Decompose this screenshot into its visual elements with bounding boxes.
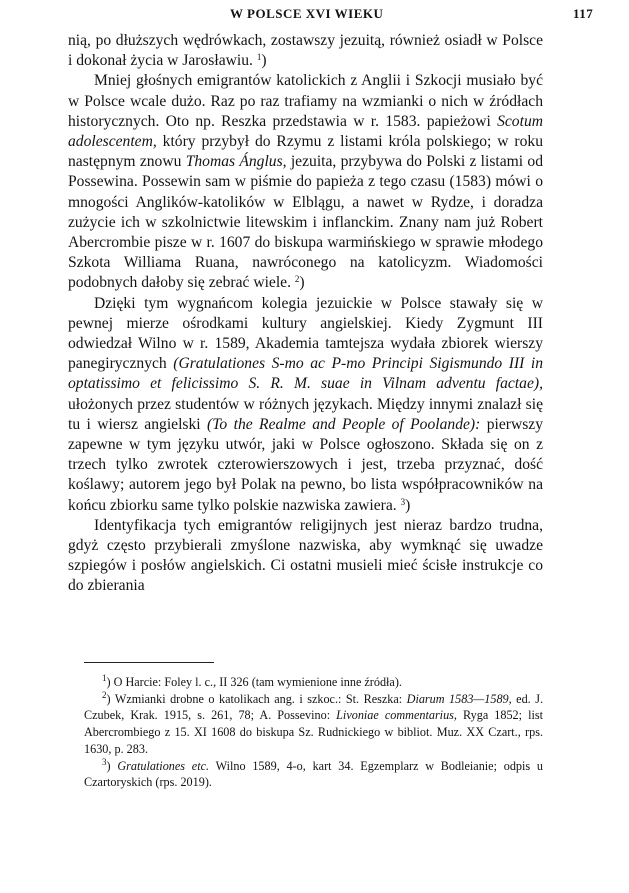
paragraph bbox=[68, 71, 543, 293]
text-run: nią, po dłuższych wędrówkach, zostawszy jezuitą, również osiadł w Polsce i dokonał życia w Jarosławiu. bbox=[68, 32, 543, 70]
text-run: Ryga 1852; list Abercrombiego z 15. XI 1608 do biskupa Sz. Rudnickiego w bibliot. Muz. XX Czart., rps. 1630, p. 283. bbox=[84, 708, 543, 756]
text-run: jezuita, przybywa do Polski z listami od Possewina. Possewin sam w piśmie do papieża z tego czasu (1583) mówi o mnogości Anglików-katolików w Elblągu, a nawet w Rydze, i doradza zużycie ich w szkolnictwie litewskim i inflanckim. Znany nam już Robert Abercrombie pisze w r. 1607 do biskupa warmińskiego w sprawie młodego Szkota Williama Ruana, nawróconego na katolicyzm. Wiadomości podobnych dałoby się zebrać wiele. bbox=[68, 153, 543, 292]
text-run: ) bbox=[405, 496, 411, 514]
footnote-ref: 3 bbox=[102, 756, 107, 767]
italic-text: (To the Realme and People of Poolande): bbox=[207, 415, 481, 433]
text-run: Dzięki tym wygnańcom kolegia jezuickie w Polsce stawały się w pewnej mierze ośrodkami kultury angielskiej. Kiedy Zygmunt III odwiedzał Wilno w r. 1589, Akademia tamtejsza wydała zbiorek wierszy panegirycznych bbox=[68, 294, 543, 373]
footnote bbox=[84, 758, 543, 791]
footnote bbox=[84, 674, 543, 691]
text-run: ) Wzmianki drobne o katolikach ang. i szkoc.: St. Reszka: bbox=[106, 691, 407, 706]
running-title: W POLSCE XVI WIEKU bbox=[230, 6, 384, 21]
text-run: Mniej głośnych emigrantów katolickich z Anglii i Szkocji musiało być w Polsce wcale dużo. Raz po raz trafiamy na wzmianki o nich w źródłach historycznych. Oto np. Reszka przedstawia w r. 1583. papieżowi bbox=[68, 72, 543, 130]
italic-text: (Gratulationes S-mo ac P-mo Principi Sigismundo III in optatissimo et felicissimo S. R. M. suae in Vilnam adventu factae), bbox=[68, 355, 544, 393]
italic-text: Livoniae commentarius, bbox=[336, 708, 457, 723]
footnote-ref: 2 bbox=[102, 689, 107, 700]
paragraph bbox=[68, 516, 543, 597]
page-number: 117 bbox=[573, 6, 594, 21]
text-run: Wilno 1589, 4-o, kart 34. Egzemplarz w Bodleianie; odpis u Czartoryskich (rps. 2019). bbox=[84, 758, 543, 790]
italic-text: Scotum adolescentem, bbox=[68, 112, 543, 151]
text-run: ed. J. Czubek, Krak. 1915, s. 261, 78; A. Possevino: bbox=[84, 691, 543, 723]
running-header bbox=[0, 6, 629, 28]
footnote-ref: 2 bbox=[294, 274, 300, 285]
footnote bbox=[84, 691, 543, 758]
footnotes bbox=[84, 674, 543, 791]
italic-text: Thomas Ánglus, bbox=[185, 153, 287, 171]
footnote-ref: 1 bbox=[256, 52, 262, 63]
text-run: pierwszy zapewne w tym języku utwór, jaki w Polsce ogłoszono. Składa się on z trzech tylko zwrotek czterowierszowych i jest, trzeba przyznać, dość koślawy; autorem jego był Polak na pewno, bo lista współpracowników na końcu zbiorku same tylko polskie nazwiska zawiera. bbox=[68, 415, 543, 514]
footnote-divider bbox=[84, 662, 214, 663]
paragraph bbox=[68, 31, 543, 71]
italic-text: Gratulationes etc. bbox=[117, 758, 210, 773]
text-run: ) O Harcie: Foley l. c., II 326 (tam wymienione inne źródła). bbox=[106, 675, 402, 689]
italic-text: Diarum 1583—1589, bbox=[406, 691, 512, 706]
text-run: ) bbox=[261, 52, 267, 70]
text-run: ułożonych przez studentów w różnych językach. Między innymi znalazł się tu i wiersz angielski bbox=[68, 395, 543, 433]
paragraph bbox=[68, 294, 543, 516]
footnote-ref: 1 bbox=[102, 673, 107, 683]
text-run: ) bbox=[299, 274, 305, 292]
footnote-ref: 3 bbox=[400, 496, 406, 507]
text-run: który przybył do Rzymu z listami króla polskiego; w roku następnym znowu bbox=[68, 133, 543, 171]
text-run: ) bbox=[106, 758, 118, 773]
text-run: Identyfikacja tych emigrantów religijnych jest nieraz bardzo trudna, gdyż często przybierali zmyślone nazwiska, aby wymknąć się uwadze szpiegów i posłów angielskich. Ci ostatni musieli mieć ścisłe instrukcje co do zbierania bbox=[68, 516, 543, 595]
main-text bbox=[68, 31, 543, 597]
